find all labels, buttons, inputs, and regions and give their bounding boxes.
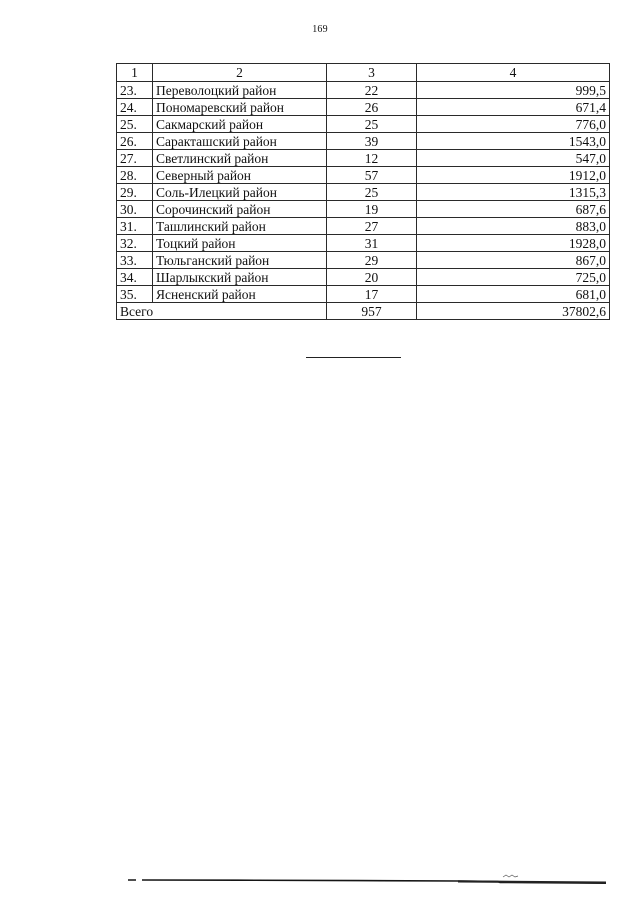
district-value: 1928,0: [417, 235, 610, 252]
table-row: [117, 133, 610, 150]
district-value: 999,5: [417, 82, 610, 99]
district-name: Тюльганский район: [153, 252, 327, 269]
row-number: 31.: [117, 218, 153, 235]
district-count: 29: [327, 252, 417, 269]
district-count: 20: [327, 269, 417, 286]
district-count: 17: [327, 286, 417, 303]
row-number: 28.: [117, 167, 153, 184]
row-number: 35.: [117, 286, 153, 303]
row-number: 25.: [117, 116, 153, 133]
district-name: Тоцкий район: [153, 235, 327, 252]
table-row: [117, 218, 610, 235]
table-header-row: [117, 64, 610, 82]
district-name: Ясненский район: [153, 286, 327, 303]
district-count: 27: [327, 218, 417, 235]
row-number: 27.: [117, 150, 153, 167]
header-cell-2: 2: [153, 64, 327, 82]
district-count: 12: [327, 150, 417, 167]
district-value: 1315,3: [417, 184, 610, 201]
district-value: 725,0: [417, 269, 610, 286]
total-label: Всего: [117, 303, 327, 320]
total-row: [117, 303, 610, 320]
district-count: 39: [327, 133, 417, 150]
district-table: [116, 63, 610, 320]
district-name: Пономаревский район: [153, 99, 327, 116]
district-name: Ташлинский район: [153, 218, 327, 235]
header-cell-4: 4: [417, 64, 610, 82]
district-name: Соль-Илецкий район: [153, 184, 327, 201]
table-row: [117, 116, 610, 133]
district-count: 22: [327, 82, 417, 99]
district-count: 19: [327, 201, 417, 218]
end-rule-divider: [306, 357, 401, 358]
table-row: [117, 150, 610, 167]
table-row: [117, 99, 610, 116]
table-row: [117, 82, 610, 99]
row-number: 24.: [117, 99, 153, 116]
district-name: Шарлыкский район: [153, 269, 327, 286]
row-number: 32.: [117, 235, 153, 252]
row-number: 26.: [117, 133, 153, 150]
row-number: 34.: [117, 269, 153, 286]
district-value: 1543,0: [417, 133, 610, 150]
district-name: Светлинский район: [153, 150, 327, 167]
district-value: 883,0: [417, 218, 610, 235]
total-count: 957: [327, 303, 417, 320]
total-value: 37802,6: [417, 303, 610, 320]
district-value: 681,0: [417, 286, 610, 303]
table-row: [117, 184, 610, 201]
district-name: Северный район: [153, 167, 327, 184]
row-number: 29.: [117, 184, 153, 201]
page-number: 169: [312, 24, 328, 35]
row-number: 30.: [117, 201, 153, 218]
district-name: Саракташский район: [153, 133, 327, 150]
district-value: 867,0: [417, 252, 610, 269]
table-row: [117, 252, 610, 269]
district-count: 25: [327, 184, 417, 201]
header-cell-3: 3: [327, 64, 417, 82]
scan-edge-artifact: [128, 873, 606, 885]
district-value: 776,0: [417, 116, 610, 133]
district-name: Переволоцкий район: [153, 82, 327, 99]
table-row: [117, 269, 610, 286]
district-count: 57: [327, 167, 417, 184]
table-row: [117, 167, 610, 184]
district-count: 25: [327, 116, 417, 133]
district-name: Сорочинский район: [153, 201, 327, 218]
table-row: [117, 235, 610, 252]
table-row: [117, 201, 610, 218]
district-value: 1912,0: [417, 167, 610, 184]
district-value: 671,4: [417, 99, 610, 116]
row-number: 33.: [117, 252, 153, 269]
table-row: [117, 286, 610, 303]
district-name: Сакмарский район: [153, 116, 327, 133]
header-cell-1: 1: [117, 64, 153, 82]
district-value: 687,6: [417, 201, 610, 218]
district-count: 26: [327, 99, 417, 116]
district-count: 31: [327, 235, 417, 252]
row-number: 23.: [117, 82, 153, 99]
district-value: 547,0: [417, 150, 610, 167]
